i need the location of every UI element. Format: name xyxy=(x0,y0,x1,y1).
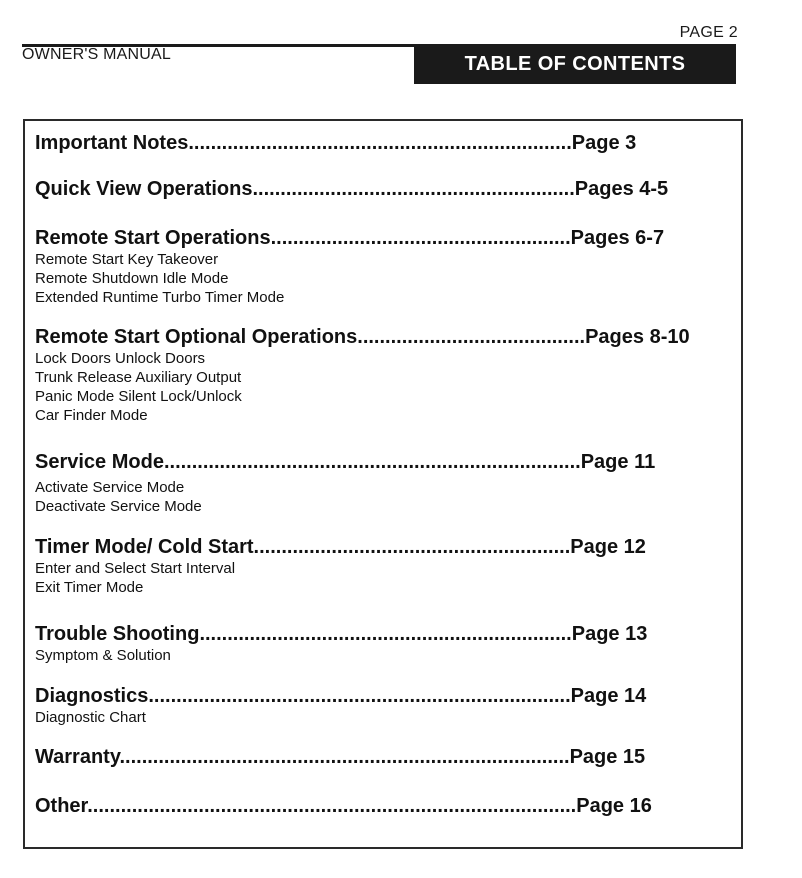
toc-leader-dots: ...................................................... xyxy=(270,227,571,249)
toc-entry-timer-mode-cold-start[interactable] xyxy=(35,535,646,597)
toc-entry-page: Page 13 xyxy=(571,623,648,645)
toc-entry-title: Timer Mode/ Cold Start xyxy=(35,536,254,558)
toc-entry-line xyxy=(35,745,645,769)
toc-entry-line xyxy=(35,131,636,155)
toc-entry-page: Pages 4-5 xyxy=(574,178,669,200)
toc-entry-line xyxy=(35,794,652,818)
toc-entry-line xyxy=(35,535,646,559)
toc-entry-page: Pages 6-7 xyxy=(570,227,665,249)
toc-leader-dots: ........................................................................................ xyxy=(87,795,577,817)
toc-entry-page: Page 3 xyxy=(571,132,637,154)
toc-entry-diagnostics[interactable] xyxy=(35,684,646,727)
toc-entry-page: Page 15 xyxy=(569,746,646,768)
toc-title: TABLE OF CONTENTS xyxy=(464,52,686,75)
toc-entry-remote-start-operations[interactable] xyxy=(35,226,664,307)
toc-entry-line xyxy=(35,325,690,349)
toc-entry-title: Other xyxy=(35,795,88,817)
toc-entry-title: Service Mode xyxy=(35,451,164,473)
toc-entry-remote-start-optional-operations[interactable] xyxy=(35,325,690,425)
toc-subitem: Symptom & Solution xyxy=(35,647,171,664)
toc-entry-quick-view-operations[interactable] xyxy=(35,177,668,201)
toc-subitem: Activate Service Mode xyxy=(35,479,185,496)
toc-entry-page: Pages 8-10 xyxy=(585,326,690,348)
toc-subitem: Remote Shutdown Idle Mode xyxy=(35,270,229,287)
toc-subitem: Extended Runtime Turbo Timer Mode xyxy=(35,289,285,306)
toc-entry-title: Diagnostics xyxy=(35,685,149,707)
toc-subitem: Lock Doors Unlock Doors xyxy=(35,350,206,367)
toc-leader-dots: ........................................................................... xyxy=(163,451,581,473)
toc-subitem: Car Finder Mode xyxy=(35,407,148,424)
toc-subitem: Exit Timer Mode xyxy=(35,579,144,596)
toc-entry-warranty[interactable] xyxy=(35,745,645,769)
toc-entry-service-mode[interactable] xyxy=(35,450,655,516)
toc-subitem: Panic Mode Silent Lock/Unlock xyxy=(35,388,242,405)
toc-leader-dots: ............................................................................ xyxy=(148,685,571,707)
toc-entry-line xyxy=(35,450,655,474)
toc-leader-dots: ..................................................................... xyxy=(188,132,572,154)
toc-entry-line xyxy=(35,177,668,201)
toc-entry-page: Page 11 xyxy=(580,451,656,473)
toc-entry-line xyxy=(35,684,646,708)
toc-leader-dots: ......................................................... xyxy=(253,536,571,558)
toc-subitem: Deactivate Service Mode xyxy=(35,498,202,515)
toc-entry-title: Remote Start Operations xyxy=(35,227,271,249)
manual-label: OWNER'S MANUAL xyxy=(22,46,171,63)
toc-subitem: Trunk Release Auxiliary Output xyxy=(35,369,242,386)
toc-entry-title: Trouble Shooting xyxy=(35,623,200,645)
toc-entry-page: Page 16 xyxy=(576,795,652,817)
toc-entry-title: Quick View Operations xyxy=(35,178,253,200)
toc-entry-title: Important Notes xyxy=(35,132,189,154)
toc-entry-page: Page 12 xyxy=(570,536,646,558)
toc-subitem: Remote Start Key Takeover xyxy=(35,251,219,268)
toc-leader-dots: .......................................................... xyxy=(252,178,575,200)
toc-title-banner xyxy=(414,44,736,84)
toc-leader-dots: ................................................................... xyxy=(199,623,572,645)
toc-entry-page: Page 14 xyxy=(570,685,647,707)
toc-subitem: Enter and Select Start Interval xyxy=(35,560,236,577)
toc-box xyxy=(23,119,743,849)
toc-entry-other[interactable] xyxy=(35,794,652,818)
toc-entry-important-notes[interactable] xyxy=(35,131,636,155)
toc-entry-trouble-shooting[interactable] xyxy=(35,622,647,665)
toc-entry-line xyxy=(35,622,647,646)
toc-leader-dots: ......................................... xyxy=(357,326,586,348)
page-number: PAGE 2 xyxy=(679,24,738,41)
toc-entry-title: Remote Start Optional Operations xyxy=(35,326,358,348)
toc-subitem: Diagnostic Chart xyxy=(35,709,146,726)
toc-leader-dots: ................................................................................. xyxy=(119,746,570,768)
toc-entry-title: Warranty xyxy=(35,746,120,768)
toc-entry-line xyxy=(35,226,664,250)
